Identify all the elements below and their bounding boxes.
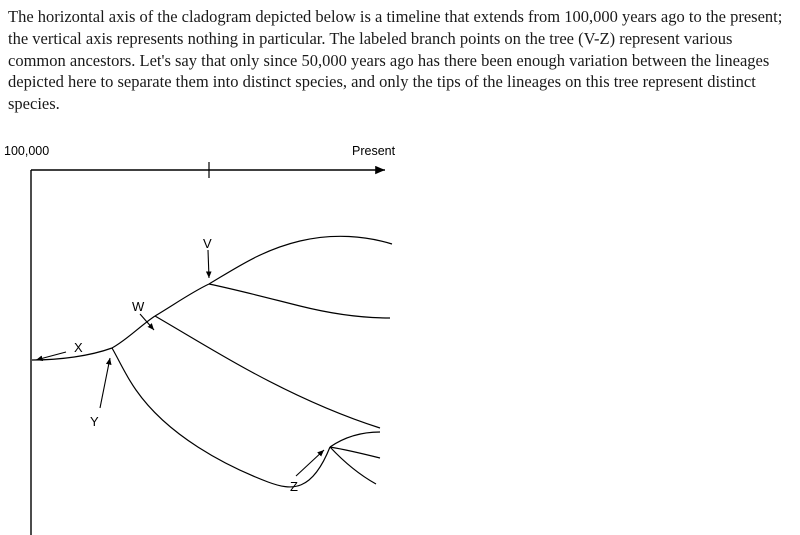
tip-z-lower (330, 447, 376, 484)
branch-y-to-z-line (112, 348, 330, 487)
pointer-w (140, 314, 154, 330)
axis-label-left: 100,000 (4, 144, 50, 158)
tip-z-middle (330, 447, 380, 458)
cladogram-svg (0, 136, 800, 535)
branch-y-to-z (112, 348, 330, 485)
tip-v-upper (209, 236, 392, 284)
label-pointers (36, 250, 324, 476)
pointer-z (296, 450, 324, 476)
branch-w-to-v (155, 284, 209, 316)
question-text: The horizontal axis of the cladogram depicted below is a timeline that extends from 100,000 years ago to the present; the vertical axis represents nothing in particular. The labeled branch points on the tree (V-Z) represent various common ancestors. Let's say that only since 50,000 years ago has there been enough variation between the lineages depicted here to separate them into distinct species, and only the tips of the lineages on this tree represent distinct species. (8, 7, 783, 114)
lineage-lines (32, 236, 392, 487)
node-label-y: Y (90, 414, 99, 429)
node-label-v: V (203, 236, 212, 251)
pointer-y (100, 358, 110, 408)
axis-label-right: Present (352, 144, 396, 158)
pointer-v (208, 250, 209, 278)
axis-lines (31, 162, 385, 535)
tip-z-upper (330, 432, 380, 447)
node-label-z: Z (290, 479, 298, 494)
node-label-x: X (74, 340, 83, 355)
tip-w-lower (155, 316, 380, 428)
branch-x-to-w (112, 316, 155, 348)
tip-v-lower (209, 284, 390, 318)
cladogram-diagram (0, 136, 800, 535)
node-label-w: W (132, 299, 145, 314)
